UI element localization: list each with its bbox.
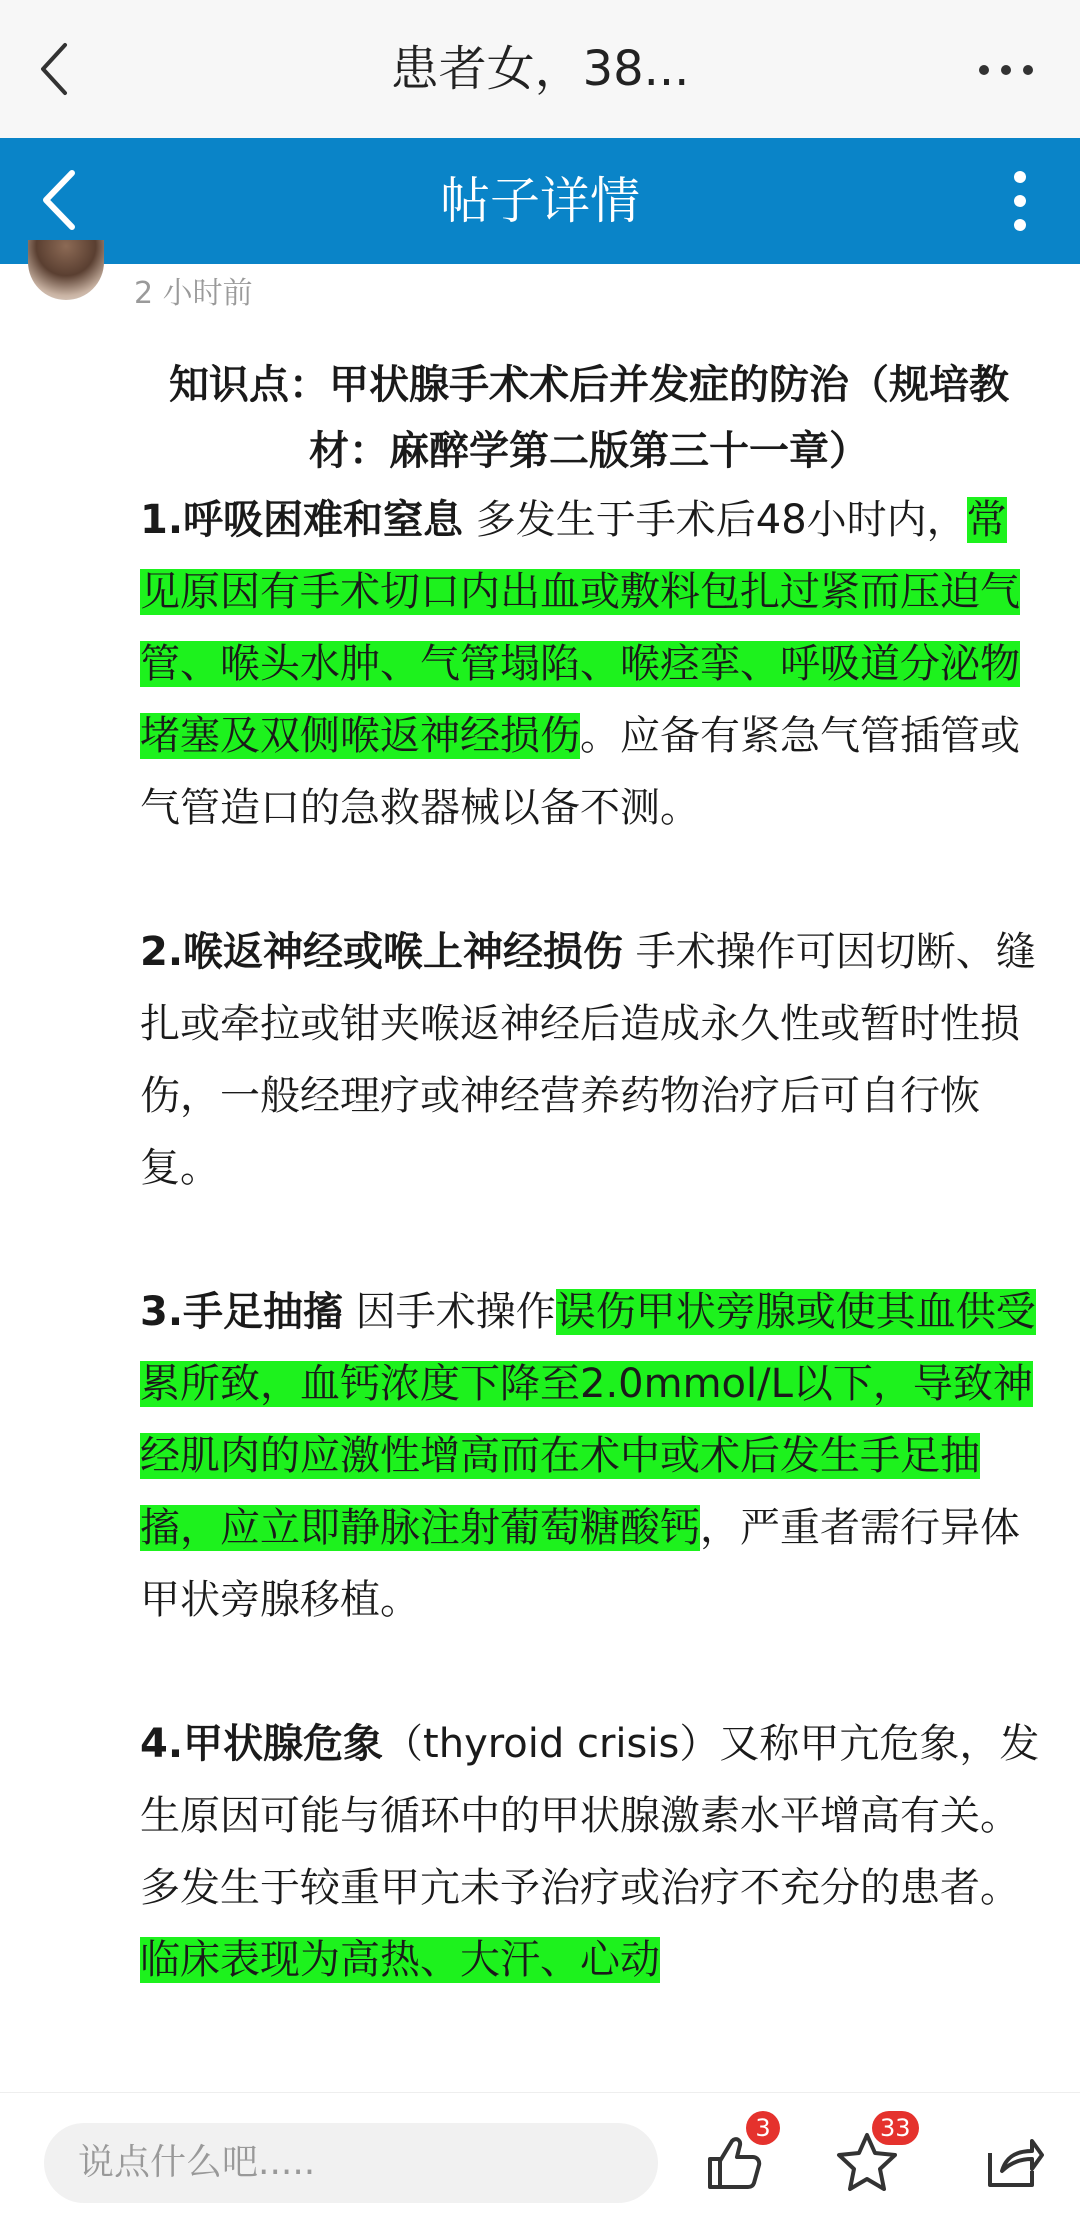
section-title: 2.喉返神经或喉上神经损伤 (140, 929, 624, 975)
more-vertical-icon[interactable] (990, 158, 1050, 244)
section-2 (140, 916, 1040, 1204)
app-header (0, 138, 1080, 264)
header-back-button[interactable] (20, 160, 100, 240)
share-icon (982, 2131, 1044, 2193)
chevron-left-icon (38, 167, 82, 233)
favorite-count-badge: 33 (872, 2111, 919, 2145)
highlighted-text: 常见原因有手术切口内出血或敷料包扎过紧而压迫气管、喉头水肿、气管塌陷、喉痉挛、呼吸道分泌物堵塞及双侧喉返神经损伤 (140, 497, 1020, 759)
section-text: 多发生于手术后48小时内， (463, 497, 967, 543)
chevron-left-icon (35, 39, 75, 99)
section-4 (140, 1708, 1040, 1996)
back-button[interactable] (20, 34, 90, 104)
section-3 (140, 1276, 1040, 1636)
post-heading: 知识点：甲状腺手术术后并发症的防治（规培教材：麻醉学第二版第三十一章） (169, 362, 1009, 474)
like-count-badge: 3 (746, 2111, 780, 2145)
top-nav-bar (0, 0, 1080, 138)
highlighted-text: 误伤甲状旁腺或使其血供受累所致，血钙浓度下降至2.0mmol/L以下，导致神经肌肉的应激性增高而在术中或术后发生手足抽搐，应立即静脉注射葡萄糖酸钙 (140, 1289, 1036, 1551)
more-horizontal-icon (976, 62, 1036, 78)
post-content (140, 352, 1040, 1996)
section-text: 。应备有紧急气管插管或气管造口的急救器械以备不测。 (140, 713, 1020, 831)
post-time: 2 小时前 (134, 276, 253, 311)
section-text: 手术操作可因切断、缝扎或牵拉或钳夹喉返神经后造成永久性或暂时性损伤，一般经理疗或神经营养药物治疗后可自行恢复。 (140, 929, 1036, 1191)
highlighted-text: 临床表现为高热、大汗、心动 (140, 1937, 660, 1983)
share-button[interactable] (968, 2117, 1058, 2207)
avatar[interactable] (28, 240, 104, 300)
section-text: ，严重者需行异体甲状旁腺移植。 (140, 1505, 1020, 1623)
bottom-action-bar (0, 2092, 1080, 2225)
section-title: 4.甲状腺危象 (140, 1721, 384, 1767)
page-title: 患者女，38... (390, 41, 690, 97)
header-title: 帖子详情 (440, 172, 640, 230)
section-text: 因手术操作 (343, 1289, 556, 1335)
more-button[interactable] (966, 40, 1046, 100)
section-text: （thyroid crisis）又称甲亢危象，发生原因可能与循环中的甲状腺激素水平增高有关。多发生于较重甲亢未予治疗或治疗不充分的患者。 (140, 1721, 1040, 1911)
comment-input[interactable]: 说点什么吧..... (44, 2123, 658, 2203)
section-1 (140, 484, 1040, 844)
section-title: 3.手足抽搐 (140, 1289, 344, 1335)
section-title: 1.呼吸困难和窒息 (140, 497, 464, 543)
